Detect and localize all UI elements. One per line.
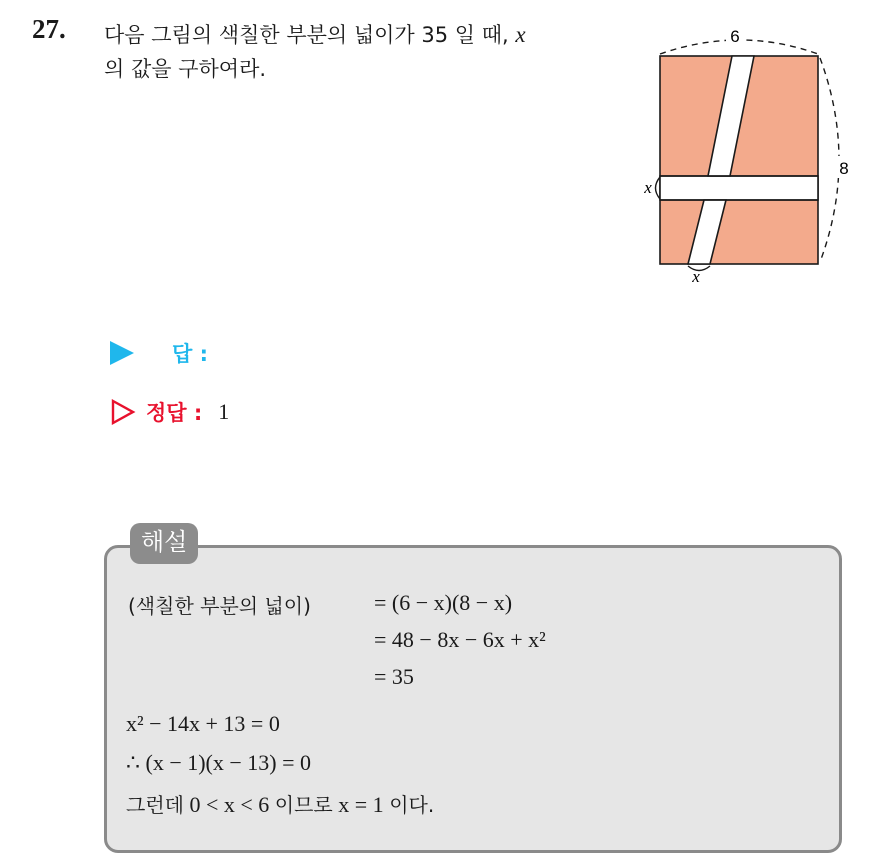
explanation-line-2-math: = 48 − 8x − 6x + x² (374, 627, 546, 652)
play-icon (110, 341, 134, 365)
explanation-title: 해설 (130, 523, 198, 564)
right-dimension-label: 8 (839, 159, 849, 178)
explanation-line-5: ∴ (x − 1)(x − 13) = 0 (126, 750, 312, 775)
conclusion-word-1: 그런데 (126, 793, 184, 817)
question-text (104, 18, 624, 86)
conclusion-result: x = 1 (338, 792, 384, 817)
explanation-line-6 (126, 789, 434, 818)
answer-prompt-label: 답 : (172, 342, 208, 366)
question-line2: 의 값을 구하여라. (104, 57, 267, 81)
explanation-line-1-math: = (6 − x)(8 − x) (374, 590, 513, 615)
question-line1: 다음 그림의 색칠한 부분의 넓이가 35 일 때, (104, 23, 509, 47)
explanation-line-3-math: = 35 (374, 664, 414, 689)
question-number: 27. (32, 14, 66, 44)
rectangle-figure (636, 20, 868, 288)
top-dimension-label: 6 (730, 27, 740, 46)
correct-answer-row (110, 397, 229, 427)
conclusion-word-3: 이다. (389, 793, 435, 817)
area-expression-label: (색칠한 부분의 넓이) (128, 594, 311, 618)
left-dimension-label: x (644, 178, 652, 197)
explanation-line-4: x² − 14x + 13 = 0 (126, 711, 280, 736)
correct-answer-label: 정답 : (146, 401, 203, 425)
bottom-dimension-label: x (692, 267, 700, 286)
strip-junction-cover (661, 177, 817, 199)
correct-answer-value: 1 (218, 399, 230, 424)
conclusion-inequality: 0 < x < 6 (189, 792, 270, 817)
answer-prompt-row (110, 338, 208, 368)
conclusion-word-2: 이므로 (274, 793, 333, 817)
outline-play-icon (110, 399, 136, 425)
explanation-line-1 (128, 590, 311, 619)
question-var-x: x (515, 22, 526, 47)
